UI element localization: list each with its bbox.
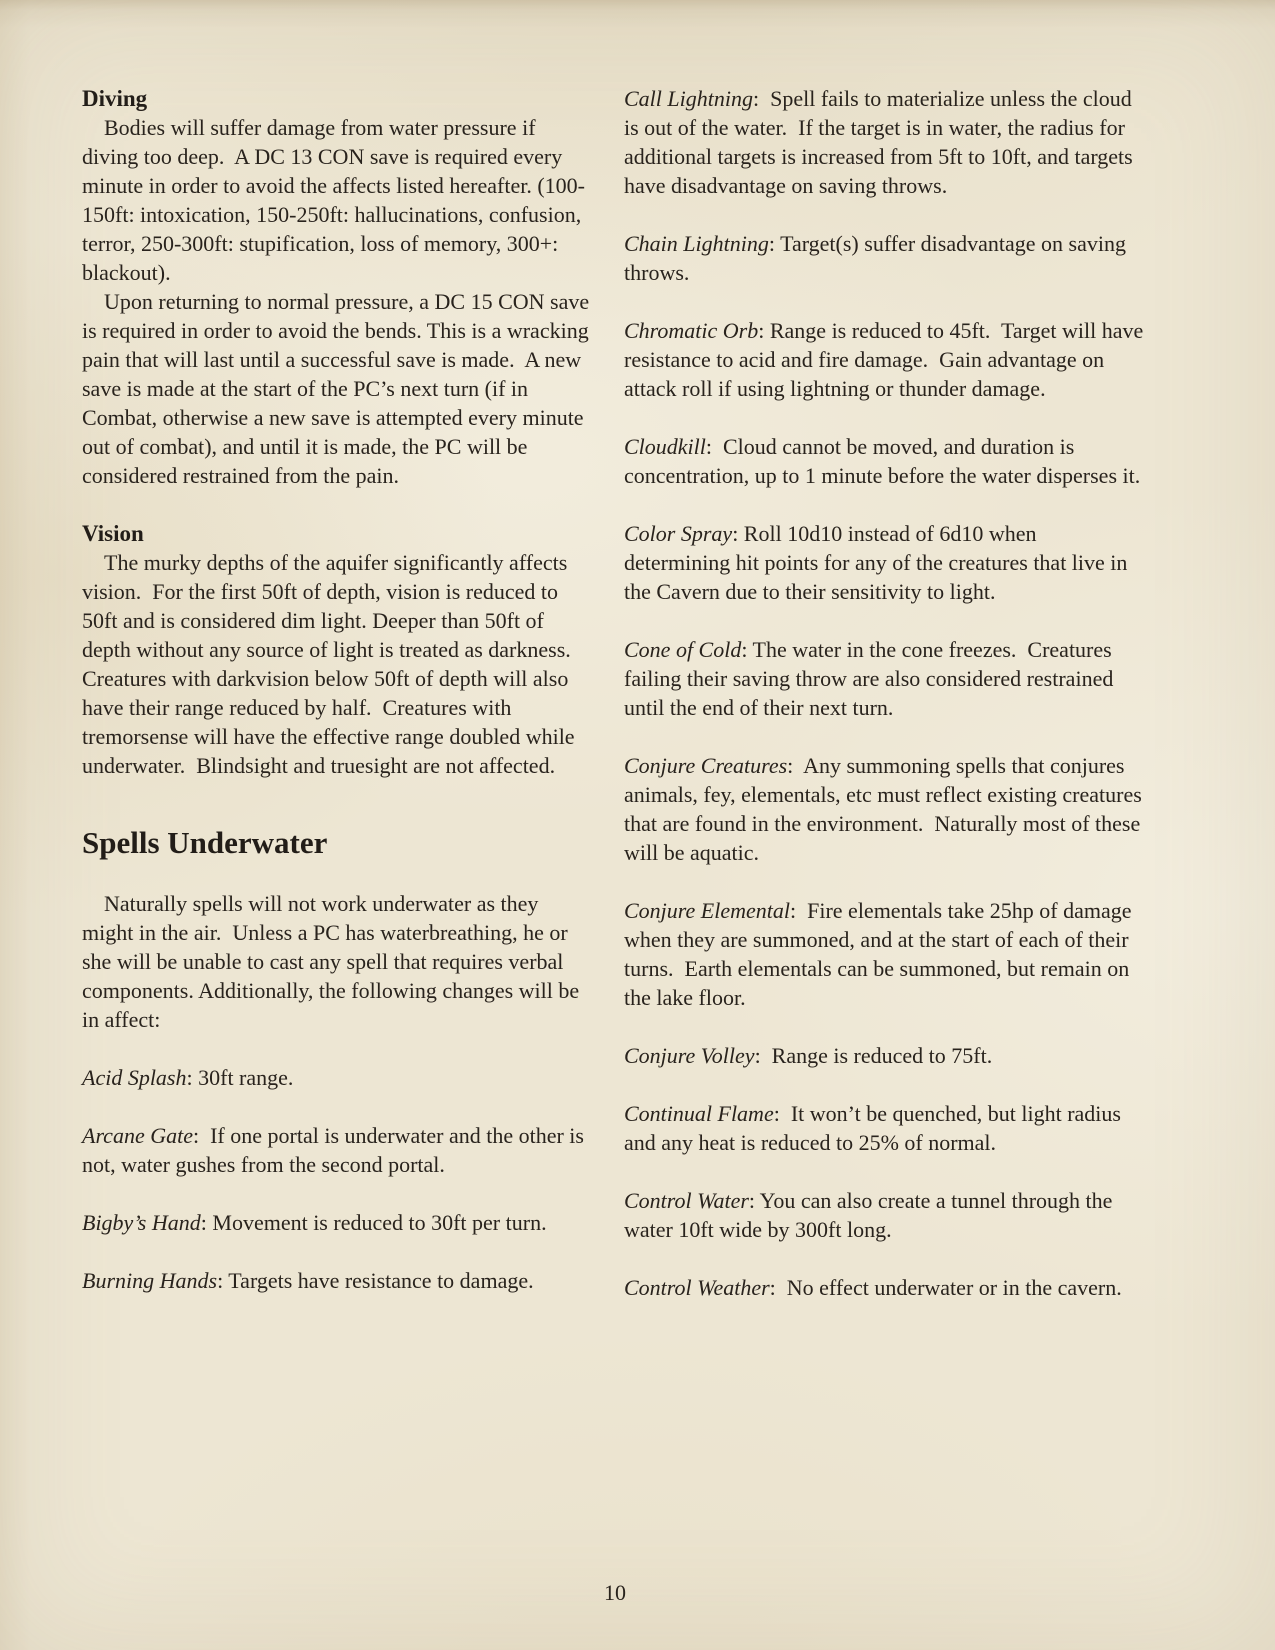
spell-name: Conjure Volley xyxy=(624,1043,755,1068)
spell-name: Bigby’s Hand xyxy=(82,1210,201,1235)
spell-desc: : Range is reduced to 45ft. Target will have resistance to acid and fire damage. Gain advantage on attack roll if using lightning or thunder damage. xyxy=(624,318,1149,401)
spell-name: Chain Lightning xyxy=(624,231,769,256)
spell-entry-acid-splash xyxy=(82,1063,590,1092)
spell-name: Control Weather xyxy=(624,1275,770,1300)
paragraph-diving-1: Bodies will suffer damage from water pressure if diving too deep. A DC 13 CON save is required every minute in order to avoid the affects listed hereafter. (100-150ft: intoxication, 150-250ft: hallucinations, confusion, terror, 250-300ft: stupification, loss of memory, 300+: blackout). xyxy=(82,115,587,285)
spell-name: Cone of Cold xyxy=(624,637,742,662)
spell-entry-conjure-elemental xyxy=(624,896,1148,1012)
section-heading-vision: Vision xyxy=(82,521,144,546)
spell-desc: : Cloud cannot be moved, and duration is concentration, up to 1 minute before the water disperses it. xyxy=(624,434,1141,488)
page-footer xyxy=(82,1578,1148,1607)
spell-entry-continual-flame xyxy=(624,1099,1148,1157)
spell-desc: : Fire elementals take 25hp of damage when they are summoned, and at the start of each of their turns. Earth elementals can be summoned, but remain on the lake floor. xyxy=(624,898,1137,1010)
paragraph-vision: The murky depths of the aquifer significantly affects vision. For the first 50ft of depth, vision is reduced to 50ft and is considered dim light. Deeper than 50ft of depth without any source of light is treated as darkness. Creatures with darkvision below 50ft of depth will also have their range reduced by half. Creatures with tremorsense will have the effective range doubled while underwater. Blindsight and truesight are not affected. xyxy=(82,550,582,778)
section-heading-diving: Diving xyxy=(82,86,148,111)
spell-entry-control-weather xyxy=(624,1273,1148,1302)
paragraph-diving-2: Upon returning to normal pressure, a DC 15 CON save is required in order to avoid the bends. This is a wracking pain that will last until a successful save is made. A new save is made at the start of the PC’s next turn (if in Combat, otherwise a new save is attempted every minute out of combat), and until it is made, the PC will be considered restrained from the pain. xyxy=(82,289,595,488)
left-column xyxy=(82,84,595,1295)
spell-entry-bigbys-hand xyxy=(82,1208,590,1237)
spell-desc: : Roll 10d10 instead of 6d10 when determining hit points for any of the creatures that live in the Cavern due to their sensitivity to light. xyxy=(624,521,1133,604)
spell-desc: : Spell fails to materialize unless the cloud is out of the water. If the target is in water, the radius for additional targets is increased from 5ft to 10ft, and targets have disadvantage on saving throws. xyxy=(624,86,1139,198)
right-column xyxy=(624,84,1148,1302)
spell-entry-conjure-creatures xyxy=(624,751,1148,867)
spell-entry-chromatic-orb xyxy=(624,316,1148,403)
spell-name: Acid Splash xyxy=(82,1065,187,1090)
spell-desc: : You can also create a tunnel through the water 10ft wide by 300ft long. xyxy=(624,1188,1118,1242)
spell-name: Control Water xyxy=(624,1188,749,1213)
spell-desc: : No effect underwater or in the cavern. xyxy=(769,1275,1122,1300)
spell-name: Color Spray xyxy=(624,521,733,546)
spell-desc: : Targets have resistance to damage. xyxy=(217,1268,534,1293)
spell-desc: : Target(s) suffer disadvantage on saving throws. xyxy=(624,231,1132,285)
spell-entry-call-lightning xyxy=(624,84,1148,200)
spell-desc: : Range is reduced to 75ft. xyxy=(754,1043,993,1068)
spell-name: Conjure Elemental xyxy=(624,898,790,923)
spell-name: Conjure Creatures xyxy=(624,753,788,778)
spell-desc: : The water in the cone freezes. Creatures failing their saving throw are also considered restrained until the end of their next turn. xyxy=(624,637,1119,720)
spell-name: Chromatic Orb xyxy=(624,318,759,343)
spell-name: Continual Flame xyxy=(624,1101,774,1126)
spell-desc: : 30ft range. xyxy=(186,1065,294,1090)
section-heading-spells-underwater: Spells Underwater xyxy=(82,825,328,860)
spell-entry-control-water xyxy=(624,1186,1148,1244)
spell-name: Burning Hands xyxy=(82,1268,218,1293)
spell-desc: : Movement is reduced to 30ft per turn. xyxy=(200,1210,547,1235)
spell-entry-conjure-volley xyxy=(624,1041,1148,1070)
spell-entry-arcane-gate xyxy=(82,1121,590,1179)
spell-desc: : Any summoning spells that conjures animals, fey, elementals, etc must reflect existing creatures that are found in the environment. Naturally most of these will be aquatic. xyxy=(624,753,1148,865)
spell-name: Call Lightning xyxy=(624,86,753,111)
spell-entry-cloudkill xyxy=(624,432,1148,490)
spell-entry-cone-of-cold xyxy=(624,635,1148,722)
spell-desc: : If one portal is underwater and the other is not, water gushes from the second portal. xyxy=(82,1123,590,1177)
spell-name: Cloudkill xyxy=(624,434,706,459)
spell-entry-color-spray xyxy=(624,519,1148,606)
spell-desc: : It won’t be quenched, but light radius and any heat is reduced to 25% of normal. xyxy=(624,1101,1127,1155)
spell-name: Arcane Gate xyxy=(82,1123,193,1148)
paragraph-spells-intro: Naturally spells will not work underwater as they might in the air. Unless a PC has waterbreathing, he or she will be unable to cast any spell that requires verbal components. Additionally, the following changes will be in affect: xyxy=(82,891,585,1032)
spell-entry-chain-lightning xyxy=(624,229,1148,287)
page-number: 10 xyxy=(604,1580,626,1605)
spell-entry-burning-hands xyxy=(82,1266,590,1295)
